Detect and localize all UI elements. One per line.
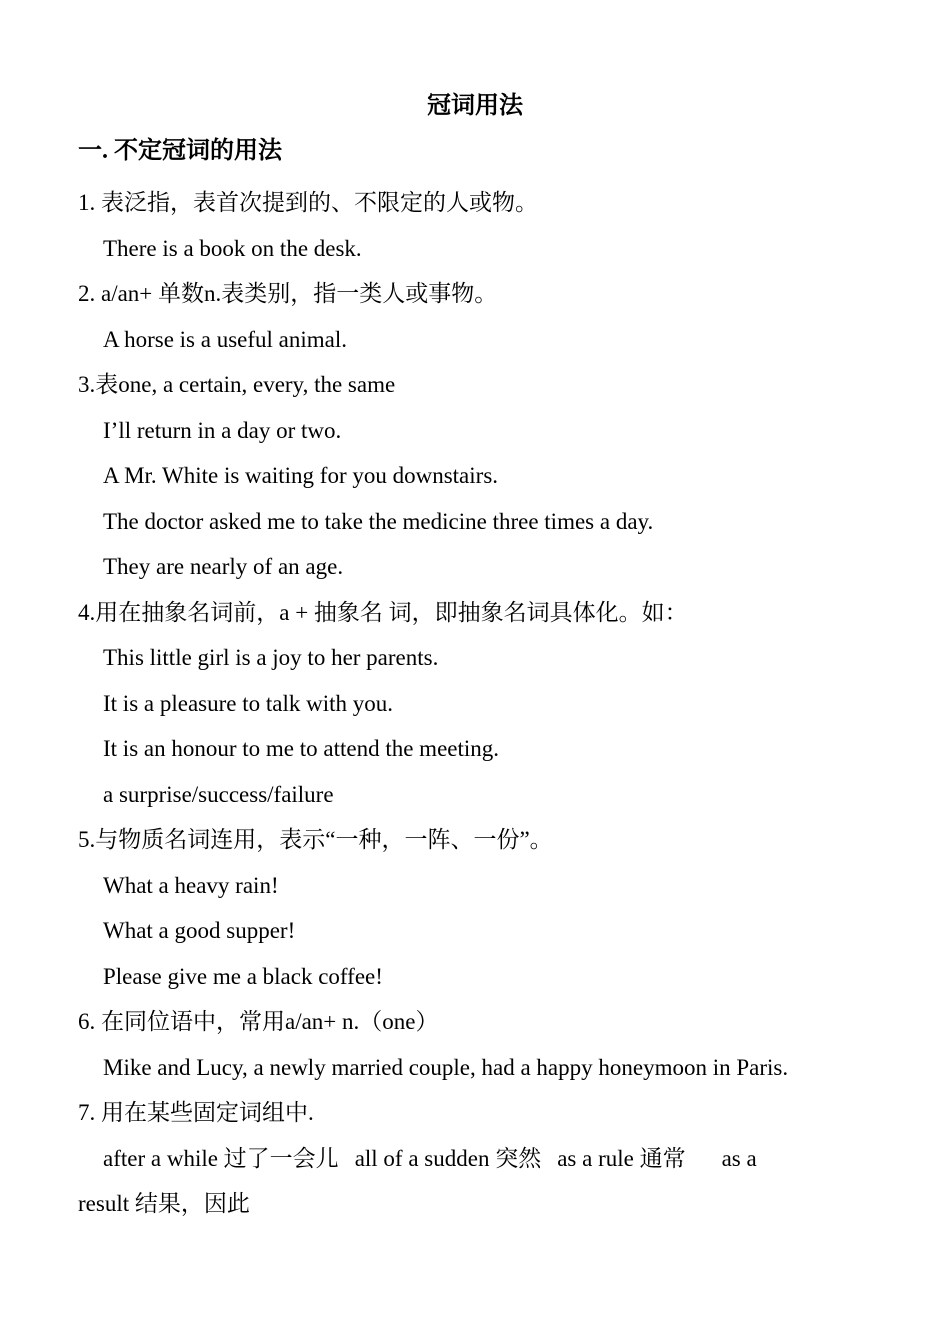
rule-2: 2. a/an+ 单数n.表类别，指一类人或事物。 bbox=[78, 281, 498, 306]
rule-3: 3.表one, a certain, every, the same bbox=[78, 372, 396, 397]
example-4-3: It is an honour to me to attend the meeting. bbox=[103, 736, 500, 761]
phrase-as-a-result-end: result 结果，因此 bbox=[78, 1191, 250, 1216]
example-3-3: The doctor asked me to take the medicine three times a day. bbox=[103, 508, 654, 534]
example-4-2: It is a pleasure to talk with you. bbox=[103, 690, 393, 716]
example-4-4: a surprise/success/failure bbox=[103, 781, 334, 807]
rule-1: 1. 表泛指，表首次提到的、不限定的人或物。 bbox=[78, 190, 538, 215]
example-5-3: Please give me a black coffee! bbox=[103, 963, 383, 989]
rule-4: 4.用在抽象名词前，a + 抽象名 词，即抽象名词具体化。如： bbox=[78, 599, 688, 625]
example-3-2: A Mr. White is waiting for you downstairs. bbox=[103, 463, 499, 488]
rule-5: 5.与物质名词连用，表示“一种，一阵、一份”。 bbox=[78, 827, 553, 852]
phrase-all-of-a-sudden: all of a sudden 突然 bbox=[354, 1145, 542, 1171]
example-1-1: There is a book on the desk. bbox=[103, 235, 362, 261]
rule-7: 7. 用在某些固定词组中. bbox=[78, 1100, 314, 1125]
example-2-1: A horse is a useful animal. bbox=[103, 326, 348, 352]
page-title: 冠词用法 bbox=[427, 93, 523, 119]
phrase-as-a-result-start: as a bbox=[721, 1145, 757, 1171]
phrase-as-a-rule: as a rule 通常 bbox=[557, 1145, 686, 1171]
example-3-4: They are nearly of an age. bbox=[103, 554, 344, 579]
example-4-1: This little girl is a joy to her parents. bbox=[103, 645, 439, 670]
example-5-2: What a good supper! bbox=[103, 918, 296, 943]
phrase-list bbox=[78, 1136, 878, 1182]
document-body bbox=[78, 180, 878, 1227]
rule-6: 6. 在同位语中，常用a/an+ n.（one） bbox=[78, 1009, 439, 1034]
example-5-1: What a heavy rain! bbox=[103, 872, 279, 898]
phrase-after-a-while: after a while 过了一会儿 bbox=[103, 1145, 339, 1171]
example-6-1: Mike and Lucy, a newly married couple, had a happy honeymoon in Paris. bbox=[103, 1054, 789, 1080]
section-heading: 一. 不定冠词的用法 bbox=[78, 138, 282, 164]
example-3-1: I’ll return in a day or two. bbox=[103, 417, 342, 443]
